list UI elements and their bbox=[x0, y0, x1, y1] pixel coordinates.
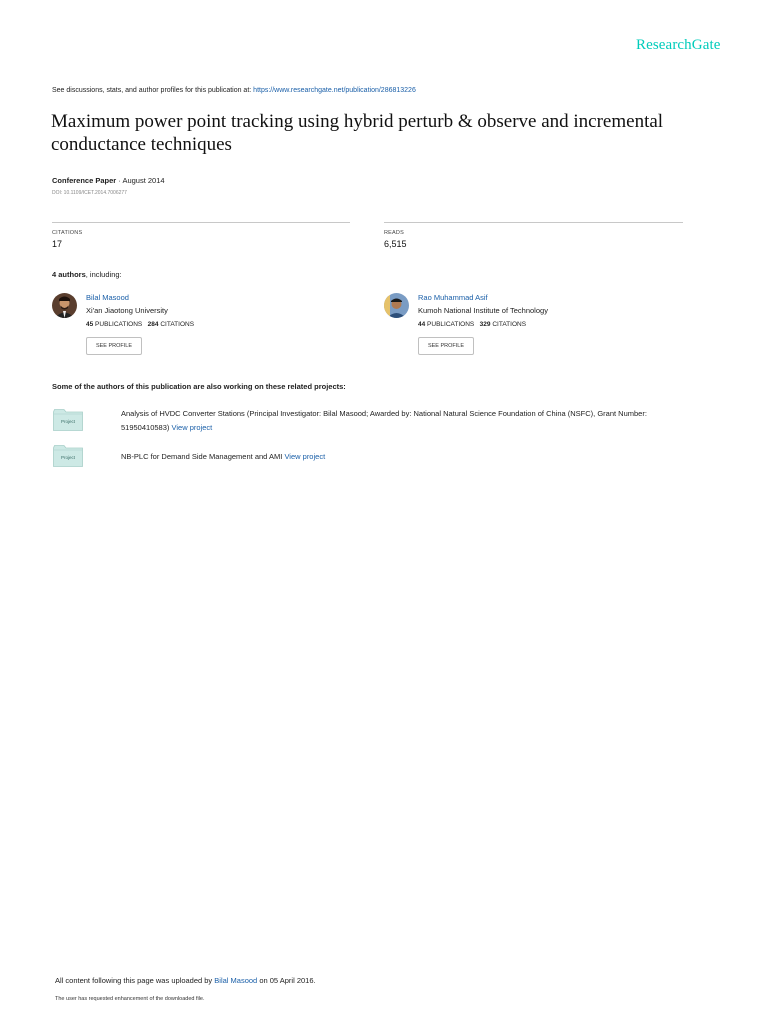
avatar-photo-icon bbox=[384, 293, 409, 318]
citations-divider bbox=[52, 222, 350, 223]
author-stats bbox=[418, 321, 526, 328]
author-citations-label: CITATIONS bbox=[160, 321, 195, 328]
see-profile-button[interactable]: SEE PROFILE bbox=[418, 337, 474, 355]
view-project-link[interactable]: View project bbox=[284, 452, 326, 461]
reads-divider bbox=[384, 222, 683, 223]
project-text: Analysis of HVDC Converter Stations (Principal Investigator: Bilal Masood; Awarded by: National Natural Science Foundation of China (NSFC), Grant Number: 51950410583) bbox=[121, 409, 647, 432]
reads-value: 6,515 bbox=[384, 239, 407, 249]
avatar[interactable] bbox=[384, 293, 409, 318]
top-note-prefix: See discussions, stats, and author profiles for this publication at: bbox=[52, 87, 254, 94]
publications-count: 45 bbox=[86, 321, 94, 328]
enhancement-note: The user has requested enhancement of the downloaded file. bbox=[55, 996, 205, 1002]
publications-count: 44 bbox=[418, 321, 426, 328]
researchgate-logo[interactable]: ResearchGate bbox=[636, 37, 721, 53]
upload-suffix: on 05 April 2016. bbox=[257, 976, 316, 985]
top-note bbox=[52, 87, 416, 94]
project-icon-label: Project bbox=[60, 419, 75, 424]
see-profile-button[interactable]: SEE PROFILE bbox=[86, 337, 142, 355]
publication-url-link[interactable]: https://www.researchgate.net/publication/286813226 bbox=[253, 87, 416, 94]
author-name-link[interactable]: Bilal Masood bbox=[86, 293, 129, 302]
publication-type-label: Conference Paper bbox=[52, 176, 117, 185]
project-text: NB-PLC for Demand Side Management and AMI bbox=[121, 452, 283, 461]
publications-label: PUBLICATIONS bbox=[95, 321, 143, 328]
citations-value: 17 bbox=[52, 239, 63, 249]
publication-date: · August 2014 bbox=[116, 176, 165, 185]
authors-heading bbox=[52, 270, 122, 279]
avatar-photo-icon bbox=[52, 293, 77, 318]
doi-text: DOI: 10.1109/ICET.2014.7006277 bbox=[52, 190, 127, 196]
author-citations-count: 284 bbox=[147, 321, 159, 328]
related-projects-heading: Some of the authors of this publication are also working on these related projects: bbox=[52, 382, 346, 391]
upload-prefix: All content following this page was uploaded by bbox=[55, 976, 215, 985]
reads-label: READS bbox=[384, 230, 404, 236]
author-institution: Kumoh National Institute of Technology bbox=[418, 306, 548, 315]
author-stats bbox=[86, 321, 194, 328]
author-citations-count: 329 bbox=[479, 321, 491, 328]
upload-note bbox=[55, 976, 316, 985]
publications-label: PUBLICATIONS bbox=[427, 321, 475, 328]
project-icon-label: Project bbox=[60, 455, 75, 460]
avatar[interactable] bbox=[52, 293, 77, 318]
authors-count: 4 authors bbox=[52, 270, 86, 279]
author-citations-label: CITATIONS bbox=[492, 321, 527, 328]
citations-label: CITATIONS bbox=[52, 230, 83, 236]
publication-type bbox=[52, 176, 165, 185]
project-description bbox=[121, 407, 691, 434]
uploader-link[interactable]: Bilal Masood bbox=[214, 976, 258, 985]
view-project-link[interactable]: View project bbox=[171, 422, 213, 432]
author-institution: Xi'an Jiaotong University bbox=[86, 306, 168, 315]
author-name-link[interactable]: Rao Muhammad Asif bbox=[418, 293, 488, 302]
page-title: Maximum power point tracking using hybrid perturb & observe and incremental conductance techniques bbox=[51, 111, 664, 155]
authors-suffix: , including: bbox=[85, 270, 122, 279]
project-description bbox=[121, 450, 691, 464]
